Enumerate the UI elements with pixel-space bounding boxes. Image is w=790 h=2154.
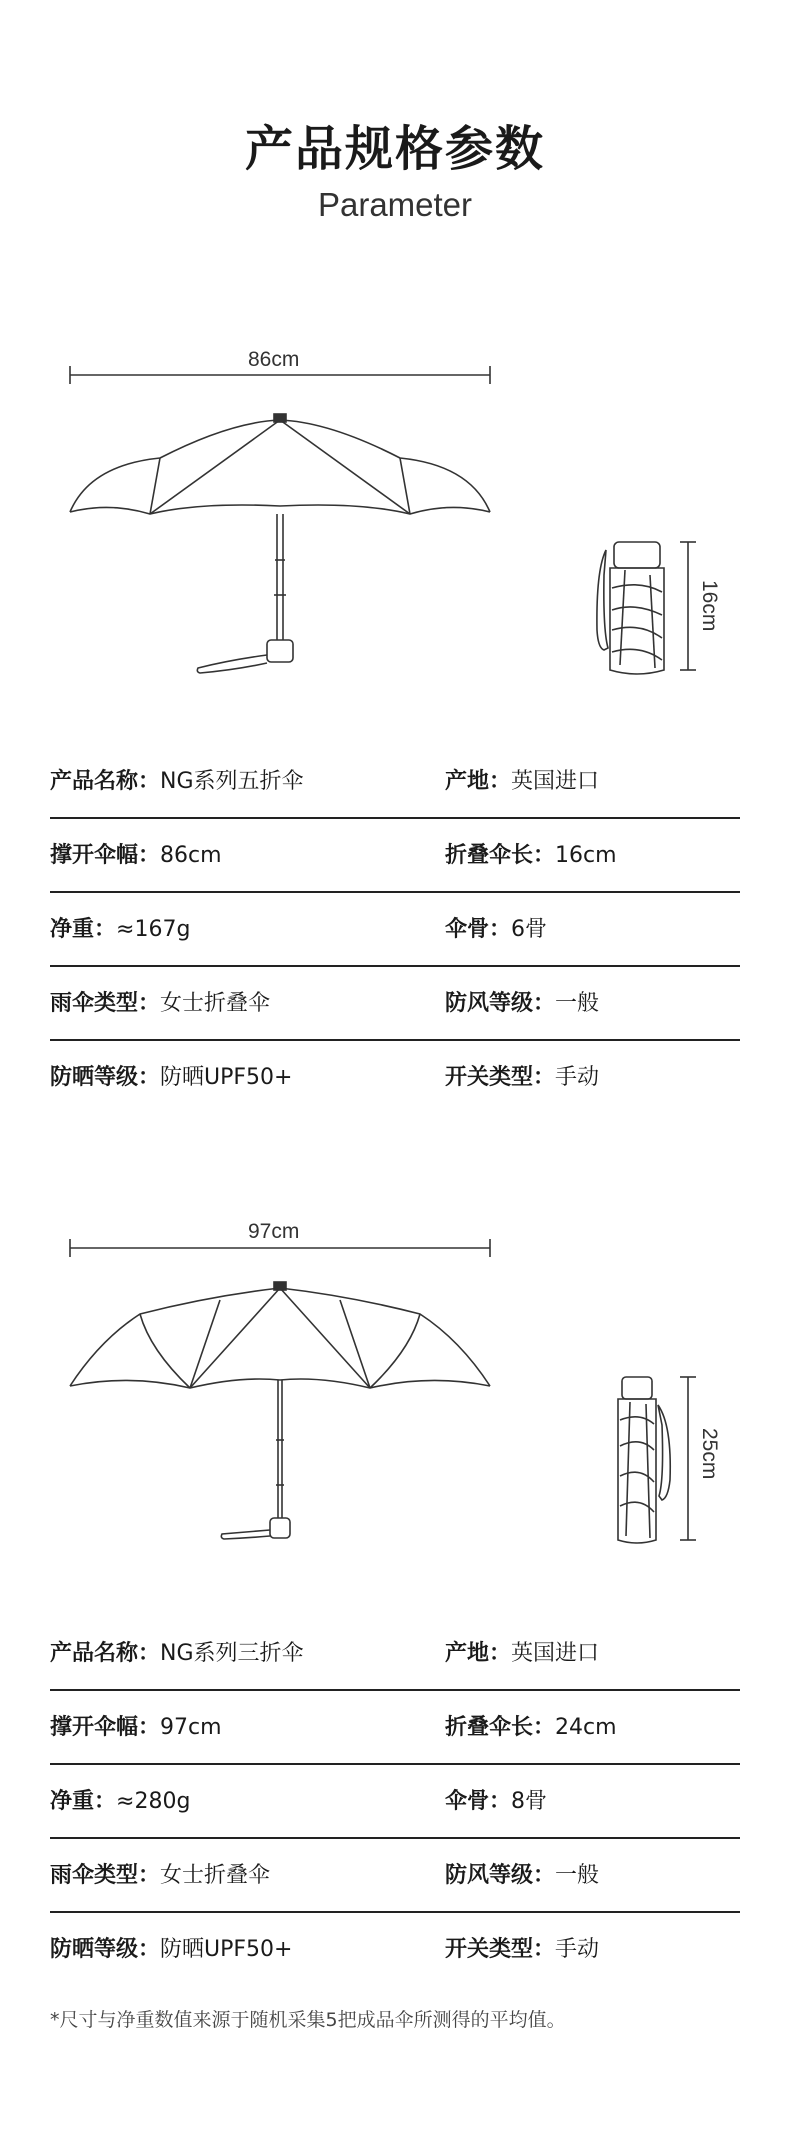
spec-row xyxy=(50,1839,740,1913)
spec-label: 防晒等级： xyxy=(50,1065,161,1090)
spec-value: 一般 xyxy=(555,1863,600,1888)
footnote: *尺寸与净重数值来源于随机采集5把成品伞所测得的平均值。 xyxy=(50,2009,566,2031)
spec-label: 产地： xyxy=(445,1641,512,1666)
page-title: 产品规格参数 xyxy=(244,121,545,177)
spec-label: 伞骨： xyxy=(445,1789,512,1814)
spec-value: 24cm xyxy=(555,1715,617,1740)
spec-label: 产地： xyxy=(445,769,512,794)
spec-value: 97cm xyxy=(160,1715,222,1740)
spec-label: 雨伞类型： xyxy=(50,991,161,1016)
product-section-2 xyxy=(0,1200,790,1980)
folded-height-label: 16cm xyxy=(698,580,721,632)
spec-label: 产品名称： xyxy=(50,769,161,794)
open-width-label: 97cm xyxy=(248,1220,300,1243)
spec-value: 6骨 xyxy=(511,917,548,942)
spec-label: 净重： xyxy=(50,917,117,942)
spec-label: 折叠伞长： xyxy=(445,843,556,868)
spec-value: 英国进口 xyxy=(511,1641,600,1666)
spec-value: 手动 xyxy=(555,1065,600,1090)
spec-row xyxy=(50,967,740,1041)
spec-value: 防晒UPF50+ xyxy=(160,1937,293,1962)
spec-value: 8骨 xyxy=(511,1789,548,1814)
spec-row xyxy=(50,1765,740,1839)
spec-value: NG系列五折伞 xyxy=(160,769,304,794)
page-subtitle: Parameter xyxy=(317,186,473,223)
spec-value: ≈280g xyxy=(116,1789,191,1814)
open-umbrella-illustration-1 xyxy=(0,330,790,710)
open-width-label: 86cm xyxy=(248,348,300,371)
spec-label: 伞骨： xyxy=(445,917,512,942)
product-section-1 xyxy=(0,330,790,1110)
spec-table-1 xyxy=(50,745,740,1115)
spec-value: 英国进口 xyxy=(511,769,600,794)
spec-value: 16cm xyxy=(555,843,617,868)
spec-table-2 xyxy=(50,1617,740,1987)
spec-row xyxy=(50,1041,740,1115)
spec-label: 净重： xyxy=(50,1789,117,1814)
spec-row xyxy=(50,893,740,967)
spec-value: ≈167g xyxy=(116,917,191,942)
spec-row xyxy=(50,1691,740,1765)
spec-value: 一般 xyxy=(555,991,600,1016)
spec-label: 撑开伞幅： xyxy=(50,1715,161,1740)
spec-row xyxy=(50,745,740,819)
spec-value: 手动 xyxy=(555,1937,600,1962)
spec-value: 女士折叠伞 xyxy=(160,1863,271,1888)
spec-label: 开关类型： xyxy=(445,1937,556,1962)
folded-height-label: 25cm xyxy=(698,1428,721,1480)
open-umbrella-illustration-2 xyxy=(0,1200,790,1580)
spec-label: 防风等级： xyxy=(445,1863,556,1888)
spec-row xyxy=(50,1617,740,1691)
spec-label: 开关类型： xyxy=(445,1065,556,1090)
spec-label: 雨伞类型： xyxy=(50,1863,161,1888)
spec-label: 产品名称： xyxy=(50,1641,161,1666)
spec-value: 86cm xyxy=(160,843,222,868)
spec-value: 防晒UPF50+ xyxy=(160,1065,293,1090)
spec-row xyxy=(50,1913,740,1987)
spec-value: 女士折叠伞 xyxy=(160,991,271,1016)
spec-label: 防晒等级： xyxy=(50,1937,161,1962)
spec-label: 撑开伞幅： xyxy=(50,843,161,868)
spec-label: 折叠伞长： xyxy=(445,1715,556,1740)
spec-row xyxy=(50,819,740,893)
spec-value: NG系列三折伞 xyxy=(160,1641,304,1666)
spec-label: 防风等级： xyxy=(445,991,556,1016)
